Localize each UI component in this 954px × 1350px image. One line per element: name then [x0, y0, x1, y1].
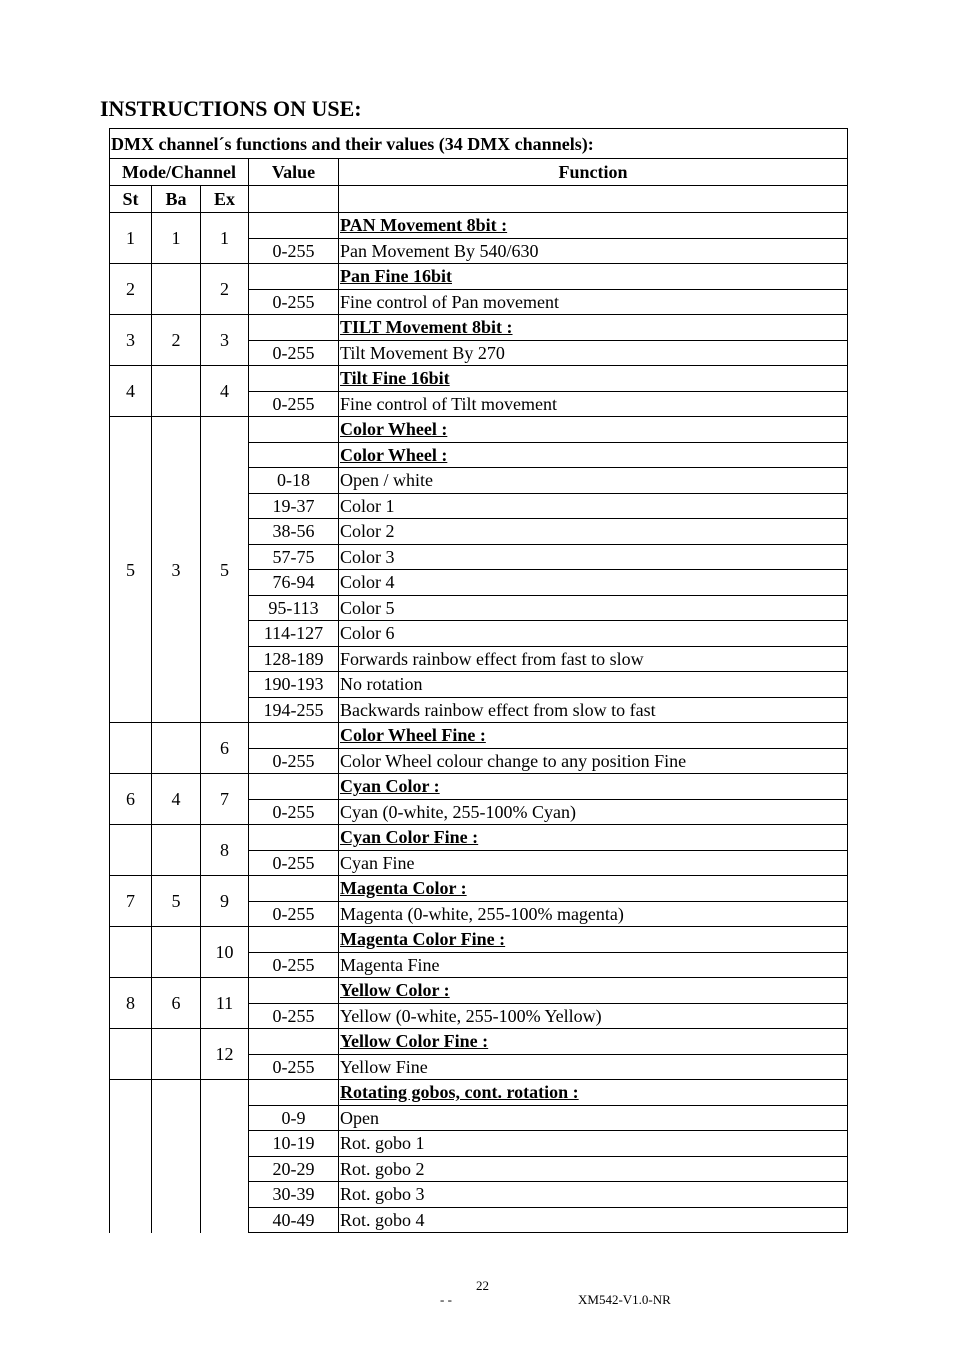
channel-ba	[152, 264, 201, 315]
value-cell	[249, 927, 339, 953]
function-cell: Color 1	[339, 493, 848, 519]
table-row	[110, 774, 848, 800]
function-title: Tilt Fine 16bit	[339, 366, 848, 392]
channel-ex: 7	[201, 774, 249, 825]
value-cell: 194-255	[249, 697, 339, 723]
function-title: Color Wheel Fine :	[339, 723, 848, 749]
channel-ba: 3	[152, 417, 201, 723]
value-cell: 0-255	[249, 238, 339, 264]
channel-ex: 5	[201, 417, 249, 723]
function-title: Cyan Color Fine :	[339, 825, 848, 851]
channel-ba: 6	[152, 978, 201, 1029]
function-title: Magenta Color Fine :	[339, 927, 848, 953]
value-cell: 0-255	[249, 289, 339, 315]
value-cell: 40-49	[249, 1207, 339, 1233]
function-title: Yellow Color :	[339, 978, 848, 1004]
channel-st	[110, 723, 152, 774]
table-row	[110, 1029, 848, 1055]
channel-st: 7	[110, 876, 152, 927]
function-title: Color Wheel :	[339, 442, 848, 468]
channel-st: 6	[110, 774, 152, 825]
value-cell	[249, 1080, 339, 1106]
table-row	[110, 264, 848, 290]
value-cell: 0-255	[249, 1003, 339, 1029]
channel-ba: 4	[152, 774, 201, 825]
table-caption: DMX channel´s functions and their values (34 DMX channels):	[110, 129, 848, 159]
dmx-channel-table	[109, 128, 848, 1233]
value-cell: 20-29	[249, 1156, 339, 1182]
function-title: TILT Movement 8bit :	[339, 315, 848, 341]
function-cell: Forwards rainbow effect from fast to slow	[339, 646, 848, 672]
value-cell	[249, 315, 339, 341]
table-row	[110, 1080, 848, 1106]
value-cell: 0-18	[249, 468, 339, 494]
channel-ba: 1	[152, 213, 201, 264]
value-cell	[249, 213, 339, 239]
function-cell: Fine control of Pan movement	[339, 289, 848, 315]
value-cell: 114-127	[249, 621, 339, 647]
value-cell: 0-9	[249, 1105, 339, 1131]
value-cell: 76-94	[249, 570, 339, 596]
value-cell	[249, 978, 339, 1004]
function-cell: Magenta Fine	[339, 952, 848, 978]
header-ex: Ex	[201, 186, 249, 213]
value-cell	[249, 876, 339, 902]
value-cell	[249, 366, 339, 392]
function-title: Magenta Color :	[339, 876, 848, 902]
channel-ba	[152, 723, 201, 774]
function-title: Rotating gobos, cont. rotation :	[339, 1080, 848, 1106]
function-cell: Rot. gobo 2	[339, 1156, 848, 1182]
table-row	[110, 825, 848, 851]
page-heading: INSTRUCTIONS ON USE:	[100, 96, 362, 121]
value-cell: 10-19	[249, 1131, 339, 1157]
channel-ex: 3	[201, 315, 249, 366]
value-cell: 0-255	[249, 391, 339, 417]
value-cell: 0-255	[249, 901, 339, 927]
value-cell: 0-255	[249, 748, 339, 774]
channel-ba	[152, 927, 201, 978]
function-cell: Fine control of Tilt movement	[339, 391, 848, 417]
channel-st: 2	[110, 264, 152, 315]
table-row	[110, 315, 848, 341]
value-cell: 0-255	[249, 850, 339, 876]
value-cell: 38-56	[249, 519, 339, 545]
channel-ba	[152, 366, 201, 417]
function-cell: Color Wheel colour change to any position Fine	[339, 748, 848, 774]
value-cell	[249, 264, 339, 290]
value-cell	[249, 417, 339, 443]
channel-st: 5	[110, 417, 152, 723]
function-cell: Color 4	[339, 570, 848, 596]
function-cell: Cyan Fine	[339, 850, 848, 876]
value-cell	[249, 723, 339, 749]
function-cell: Open / white	[339, 468, 848, 494]
channel-ba: 2	[152, 315, 201, 366]
channel-st: 8	[110, 978, 152, 1029]
function-cell: Tilt Movement By 270	[339, 340, 848, 366]
header-function: Function	[339, 159, 848, 186]
function-cell: Rot. gobo 4	[339, 1207, 848, 1233]
channel-ba	[152, 1080, 201, 1233]
value-cell: 0-255	[249, 799, 339, 825]
channel-ba	[152, 825, 201, 876]
value-cell	[249, 1029, 339, 1055]
value-cell: 0-255	[249, 952, 339, 978]
function-cell: Open	[339, 1105, 848, 1131]
channel-ba: 5	[152, 876, 201, 927]
table-row	[110, 723, 848, 749]
channel-st: 1	[110, 213, 152, 264]
value-cell	[249, 774, 339, 800]
channel-st: 4	[110, 366, 152, 417]
header-st: St	[110, 186, 152, 213]
channel-st	[110, 825, 152, 876]
table-row	[110, 213, 848, 239]
function-cell: Color 5	[339, 595, 848, 621]
value-cell: 190-193	[249, 672, 339, 698]
channel-ex: 2	[201, 264, 249, 315]
table-row	[110, 927, 848, 953]
channel-ex: 4	[201, 366, 249, 417]
function-title: Pan Fine 16bit	[339, 264, 848, 290]
channel-ex: 12	[201, 1029, 249, 1080]
channel-ex: 8	[201, 825, 249, 876]
channel-ex: 1	[201, 213, 249, 264]
channel-ex	[201, 1080, 249, 1233]
table-row	[110, 366, 848, 392]
header-function-empty	[339, 186, 848, 213]
value-cell: 57-75	[249, 544, 339, 570]
table-row	[110, 876, 848, 902]
channel-ex: 9	[201, 876, 249, 927]
function-cell: Color 6	[339, 621, 848, 647]
function-cell: No rotation	[339, 672, 848, 698]
document-code: XM542-V1.0-NR	[578, 1292, 671, 1307]
table-row	[110, 417, 848, 443]
function-cell: Cyan (0-white, 255-100% Cyan)	[339, 799, 848, 825]
value-cell: 0-255	[249, 340, 339, 366]
table-row	[110, 978, 848, 1004]
channel-st	[110, 1080, 152, 1233]
channel-st	[110, 1029, 152, 1080]
function-title: Color Wheel :	[339, 417, 848, 443]
function-title: Yellow Color Fine :	[339, 1029, 848, 1055]
function-cell: Color 3	[339, 544, 848, 570]
function-cell: Rot. gobo 1	[339, 1131, 848, 1157]
footer-dashes: - -	[440, 1292, 452, 1307]
channel-ex: 10	[201, 927, 249, 978]
value-cell: 19-37	[249, 493, 339, 519]
function-cell: Backwards rainbow effect from slow to fast	[339, 697, 848, 723]
function-cell: Yellow Fine	[339, 1054, 848, 1080]
value-cell: 0-255	[249, 1054, 339, 1080]
header-value-empty	[249, 186, 339, 213]
page-number: 22	[476, 1278, 489, 1293]
function-cell: Color 2	[339, 519, 848, 545]
value-cell: 95-113	[249, 595, 339, 621]
value-cell: 128-189	[249, 646, 339, 672]
channel-ex: 11	[201, 978, 249, 1029]
header-value: Value	[249, 159, 339, 186]
function-cell: Magenta (0-white, 255-100% magenta)	[339, 901, 848, 927]
value-cell	[249, 442, 339, 468]
header-mode-channel: Mode/Channel	[110, 159, 249, 186]
function-title: Cyan Color :	[339, 774, 848, 800]
value-cell: 30-39	[249, 1182, 339, 1208]
channel-ba	[152, 1029, 201, 1080]
function-cell: Rot. gobo 3	[339, 1182, 848, 1208]
function-cell: Yellow (0-white, 255-100% Yellow)	[339, 1003, 848, 1029]
function-cell: Pan Movement By 540/630	[339, 238, 848, 264]
channel-ex: 6	[201, 723, 249, 774]
function-title: PAN Movement 8bit :	[339, 213, 848, 239]
channel-st: 3	[110, 315, 152, 366]
value-cell	[249, 825, 339, 851]
header-ba: Ba	[152, 186, 201, 213]
channel-st	[110, 927, 152, 978]
